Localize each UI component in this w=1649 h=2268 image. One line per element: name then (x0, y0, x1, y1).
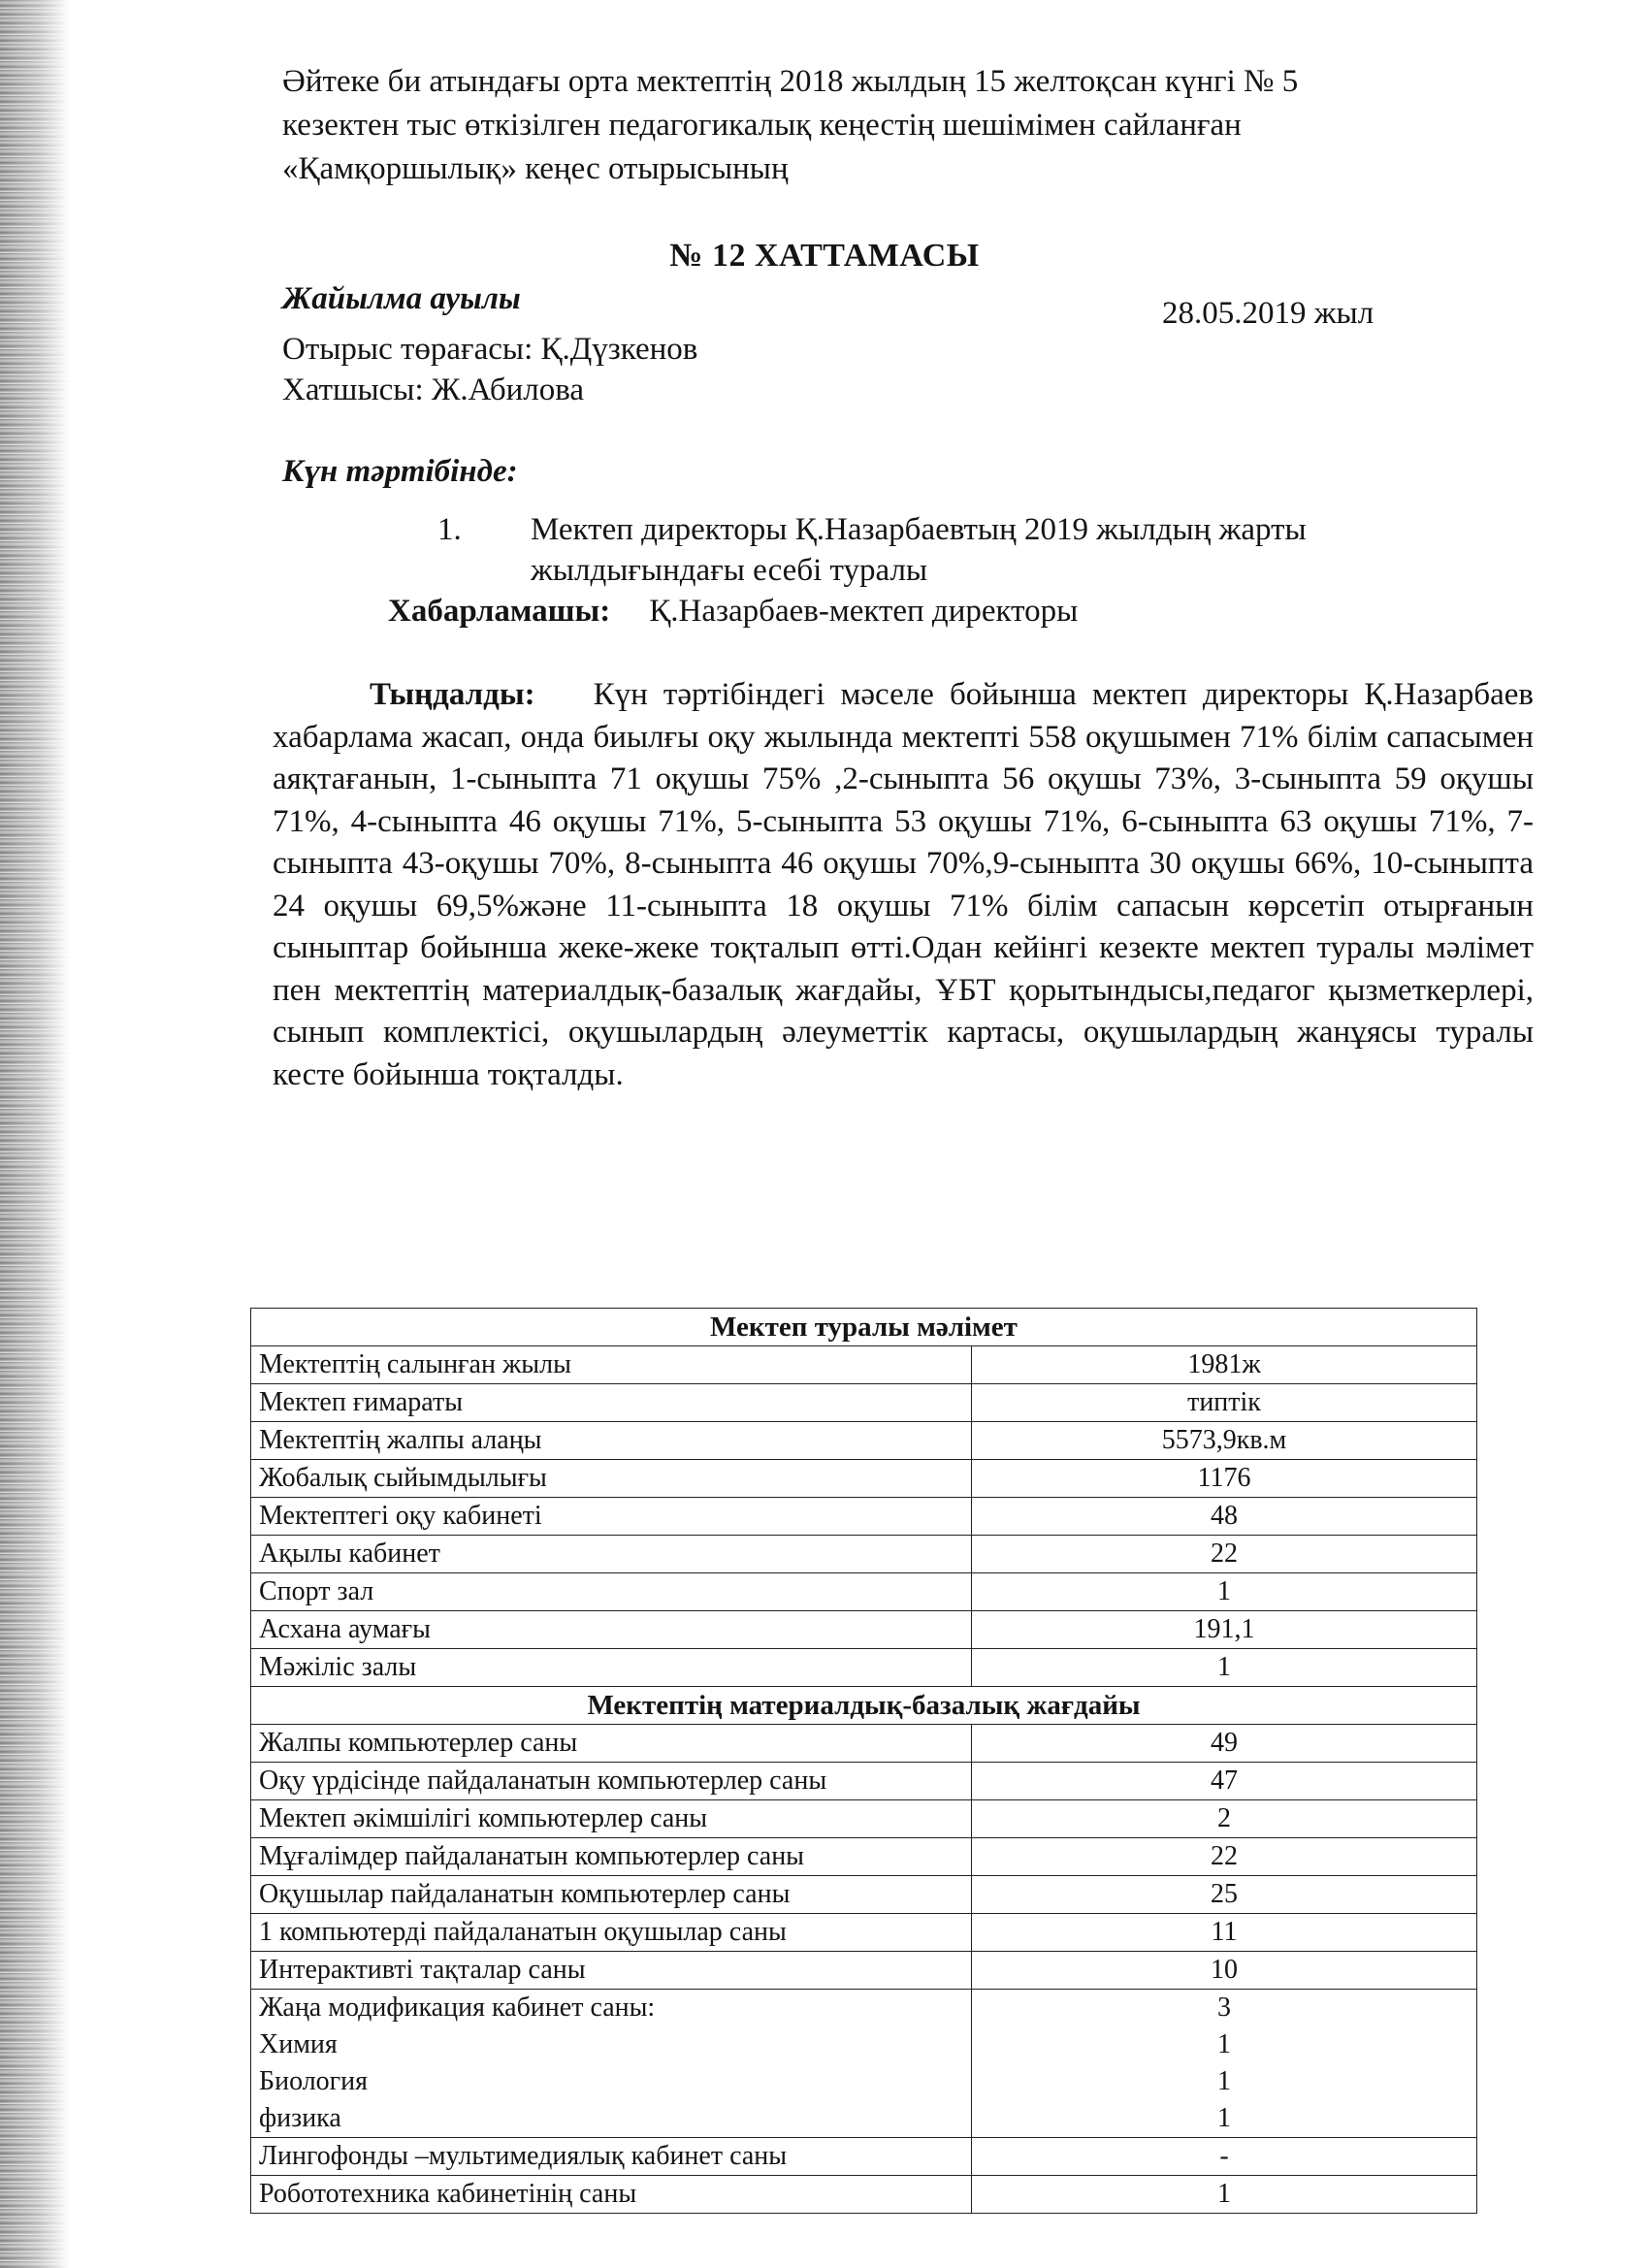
row-value: 25 (972, 1876, 1477, 1914)
modification-label: физика (259, 2103, 341, 2133)
row-value: 1 (972, 1573, 1477, 1611)
modification-label: Жаңа модификация кабинет саны: (259, 1993, 656, 2023)
row-label: Ақылы кабинет (251, 1536, 972, 1573)
row-value: 11 (972, 1914, 1477, 1952)
listened-label: Тыңдалды: (370, 677, 535, 712)
table-section-header (251, 1687, 1477, 1725)
modification-label: Биология (259, 2066, 369, 2096)
intro-paragraph (282, 60, 1495, 191)
scan-shadow (0, 0, 70, 2268)
row-value: 47 (972, 1763, 1477, 1800)
modification-label: Химия (259, 2029, 338, 2059)
reporter-line (388, 594, 1078, 630)
table-row (251, 1422, 1477, 1460)
row-value: 1981ж (972, 1346, 1477, 1384)
document-date: 28.05.2019 жыл (1162, 296, 1374, 331)
table-row-modification (251, 1990, 1477, 2138)
table-row (251, 1498, 1477, 1536)
table-row (251, 1725, 1477, 1763)
row-value: 48 (972, 1498, 1477, 1536)
document-title: № 12 ХАТТАМАСЫ (669, 238, 980, 274)
row-label: Оқу үрдісінде пайдаланатын компьютерлер саны (251, 1763, 972, 1800)
table-section-header (251, 1309, 1477, 1346)
row-value: 22 (972, 1536, 1477, 1573)
agenda-item (437, 509, 1470, 591)
row-value: 2 (972, 1800, 1477, 1838)
row-value (972, 1990, 1477, 2138)
intro-line: кезектен тыс өткізілген педагогикалық кеңестің шешімімен сайланған (282, 108, 1242, 143)
meeting-chair: Отырыс төрағасы: Қ.Дүзкенов (282, 332, 698, 367)
row-value: 1176 (972, 1460, 1477, 1498)
table-row (251, 2138, 1477, 2176)
row-label: Лингофонды –мультимедиялық кабинет саны (251, 2138, 972, 2176)
modification-value: 1 (1217, 2029, 1231, 2059)
row-label: Асхана аумағы (251, 1611, 972, 1649)
row-label: Мәжіліс залы (251, 1649, 972, 1687)
school-info-table (250, 1308, 1477, 2214)
row-label: Робототехника кабинетінің саны (251, 2176, 972, 2214)
row-value: 49 (972, 1725, 1477, 1763)
table-row (251, 1460, 1477, 1498)
table-row (251, 1876, 1477, 1914)
table-row (251, 1800, 1477, 1838)
row-value: 1 (972, 1649, 1477, 1687)
modification-value: 1 (1217, 2066, 1231, 2096)
row-label: Мектептегі оқу кабинеті (251, 1498, 972, 1536)
row-value: 191,1 (972, 1611, 1477, 1649)
row-value: 10 (972, 1952, 1477, 1990)
row-label: Оқушылар пайдаланатын компьютерлер саны (251, 1876, 972, 1914)
row-label: 1 компьютерді пайдаланатын оқушылар саны (251, 1914, 972, 1952)
table-row (251, 1649, 1477, 1687)
table-row (251, 1536, 1477, 1573)
reporter-value: Қ.Назарбаев-мектеп директоры (649, 594, 1079, 629)
modification-value: 3 (1217, 1993, 1231, 2023)
row-label (251, 1990, 972, 2138)
row-value: типтік (972, 1384, 1477, 1422)
row-label: Мектеп әкімшілігі компьютерлер саны (251, 1800, 972, 1838)
table-row (251, 1763, 1477, 1800)
intro-line: «Қамқоршылық» кеңес отырысының (282, 151, 789, 186)
table-row (251, 1573, 1477, 1611)
table-row (251, 1914, 1477, 1952)
row-label: Мектеп ғимараты (251, 1384, 972, 1422)
listened-text: Күн тәртібіндегі мәселе бойынша мектеп директоры Қ.Назарбаев хабарлама жасап, онда биылғы оқу жылында мектепті 558 оқушымен 71% білім сапасымен аяқтағанын, 1-сыныпта 71 оқушы 75% ,2-сыныпта 56 оқушы 73%, 3-сыныпта 59 оқушы 71%, 4-сыныпта 46 оқушы 71%, 5-сыныпта 53 оқушы 71%, 6-сыныпта 63 оқушы 71%, 7-сыныпта 43-оқушы 70%, 8-сыныпта 46 оқушы 70%,9-сыныпта 30 оқушы 66%, 10-сыныпта 24 оқушы 69,5%және 11-сыныпта 18 оқушы 71% білім сапасын көрсетіп отырғанын сыныптар бойынша жеке-жеке тоқталып өтті.Одан кейінгі кезекте мектеп туралы мәлімет пен мектептің материалдық-базалық жағдайы, ҰБТ қорытындысы,педагог қызметкерлері, сынып комплектісі, оқушылардың әлеуметтік картасы, оқушылардың жанұясы туралы кесте бойынша тоқталды. (273, 677, 1534, 1092)
table-row (251, 2176, 1477, 2214)
row-label: Интерактивті тақталар саны (251, 1952, 972, 1990)
agenda-item-text: Мектеп директоры Қ.Назарбаевтың 2019 жылдың жарты жылдығындағы есебі туралы (531, 512, 1307, 588)
row-label: Мектептің салынған жылы (251, 1346, 972, 1384)
table-row (251, 1838, 1477, 1876)
row-label: Жалпы компьютерлер саны (251, 1725, 972, 1763)
table-row (251, 1611, 1477, 1649)
section-title: Мектеп туралы мәлімет (251, 1309, 1477, 1346)
row-label: Мектептің жалпы алаңы (251, 1422, 972, 1460)
agenda-heading: Күн тәртібінде: (282, 454, 518, 489)
row-label: Мұғалімдер пайдаланатын компьютерлер саны (251, 1838, 972, 1876)
table-row (251, 1952, 1477, 1990)
meeting-secretary: Хатшысы: Ж.Абилова (282, 373, 585, 407)
row-value: 1 (972, 2176, 1477, 2214)
row-label: Жобалық сыйымдылығы (251, 1460, 972, 1498)
listened-paragraph (273, 674, 1534, 1096)
reporter-label: Хабарламашы: (388, 594, 611, 629)
table-row (251, 1384, 1477, 1422)
village-name: Жайылма ауылы (282, 281, 521, 316)
intro-line: Әйтеке би атындағы орта мектептің 2018 жылдың 15 желтоқсан күнгі № 5 (282, 64, 1299, 99)
agenda-item-number: 1. (437, 512, 462, 547)
row-label: Спорт зал (251, 1573, 972, 1611)
modification-value: 1 (1217, 2103, 1231, 2133)
row-value: 22 (972, 1838, 1477, 1876)
row-value: 5573,9кв.м (972, 1422, 1477, 1460)
row-value: - (972, 2138, 1477, 2176)
section-title: Мектептің материалдық-базалық жағдайы (251, 1687, 1477, 1725)
table-row (251, 1346, 1477, 1384)
